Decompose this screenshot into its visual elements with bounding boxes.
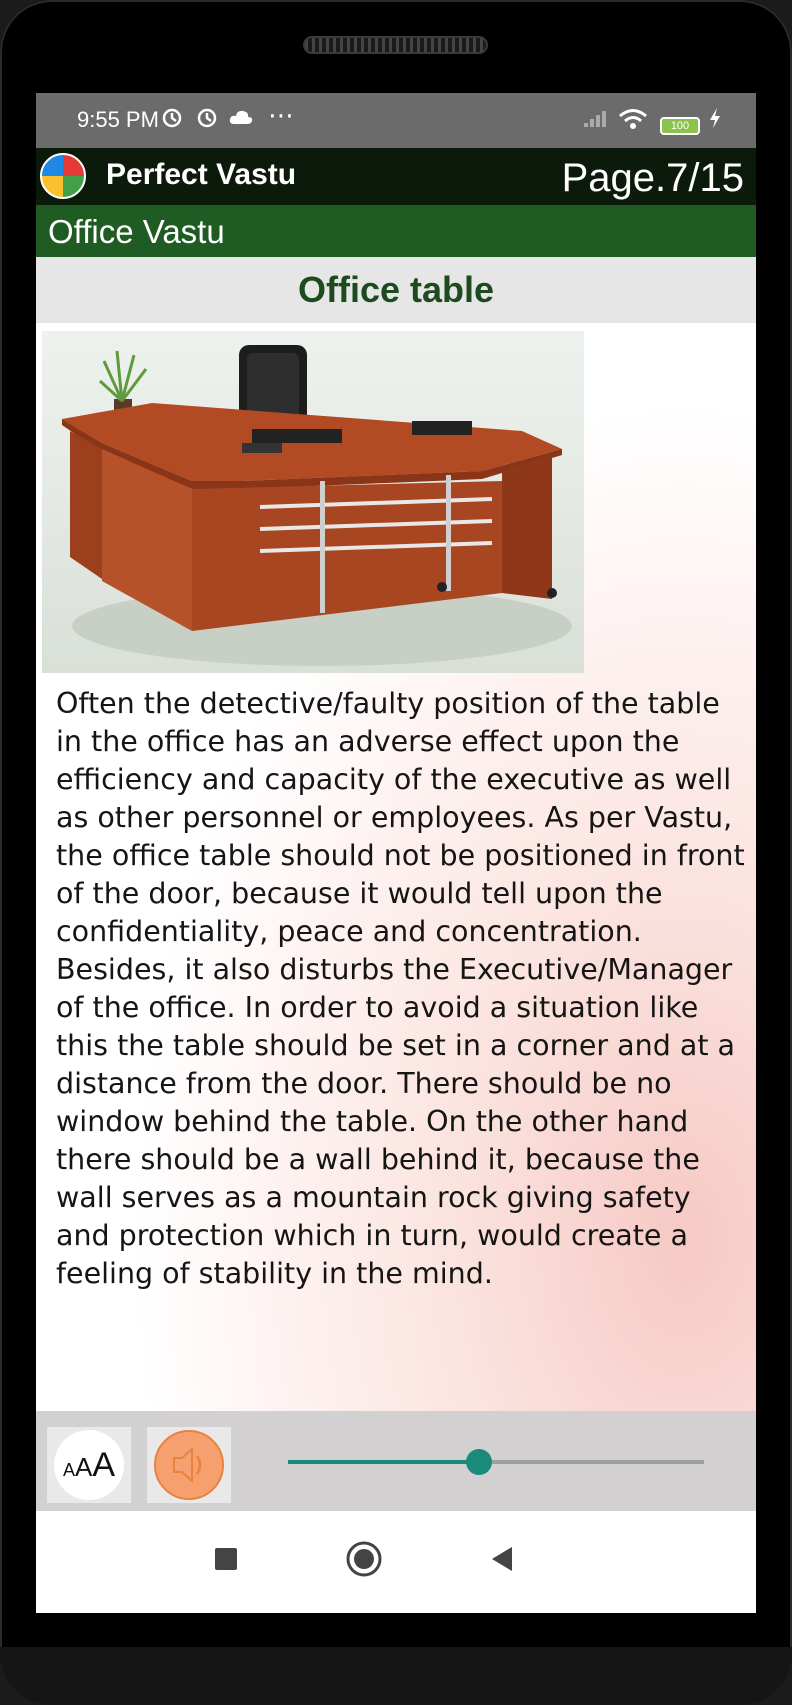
- speaker-icon: [154, 1430, 224, 1500]
- more-icon: ⋯: [268, 101, 294, 131]
- reader-controls: [36, 1411, 756, 1511]
- wifi-icon: [618, 107, 648, 136]
- status-time: 9:55 PM: [77, 107, 159, 132]
- home-icon[interactable]: [344, 1539, 384, 1579]
- article-body: Often the detective/faulty position of the table in the office has an adverse effect upon the efficiency and capacity of the executive as well as other personnel or employees. As per Vastu, the office table should not be positioned in front of the door, because it would tell upon the confidentiality, peace and concentration. Besides, it also disturbs the Executive/Manager of the office. In order to avoid a situation like this the table should be set in a corner and at a distance from the door. There should be no window behind the table. On the other hand there should be a wall behind it, because the wall serves as a mountain rock giving safety and protection which in turn, would create a feeling of stability in the mind.: [56, 687, 745, 1290]
- data-saver-icon: [196, 107, 218, 134]
- app-bar: [36, 148, 756, 205]
- page-indicator: Page.7/15: [561, 156, 744, 200]
- cloud-icon: [228, 107, 254, 134]
- battery-icon: 100: [660, 117, 700, 135]
- earpiece-speaker: [303, 36, 488, 54]
- recents-icon[interactable]: [206, 1539, 246, 1579]
- back-icon[interactable]: [482, 1539, 522, 1579]
- text-size-small-label: A: [62, 1460, 75, 1480]
- slider-thumb[interactable]: [466, 1449, 492, 1475]
- office-desk-image: [42, 331, 584, 673]
- slider-fill: [288, 1460, 479, 1464]
- audio-button[interactable]: [147, 1427, 231, 1503]
- navigation-bar: [36, 1511, 756, 1613]
- app-title: Perfect Vastu: [106, 158, 297, 191]
- section-bar: [36, 205, 756, 257]
- heading-bar: [36, 257, 756, 323]
- text-size-button[interactable]: [47, 1427, 131, 1503]
- section-title: Office Vastu: [48, 213, 225, 250]
- article-content[interactable]: [36, 257, 756, 1411]
- phone-chin: [0, 1647, 792, 1705]
- text-size-large-label: A: [92, 1446, 116, 1484]
- app-logo-icon: [40, 153, 86, 199]
- page-title: Office table: [297, 269, 495, 310]
- signal-icon: [582, 107, 610, 134]
- data-saver-icon: [161, 107, 183, 134]
- audio-progress-slider[interactable]: [288, 1460, 704, 1464]
- text-size-medium-label: A: [74, 1452, 93, 1482]
- status-bar: [36, 93, 756, 148]
- screen: [36, 93, 756, 1613]
- text-size-icon: [54, 1430, 124, 1500]
- charging-icon: [708, 107, 722, 134]
